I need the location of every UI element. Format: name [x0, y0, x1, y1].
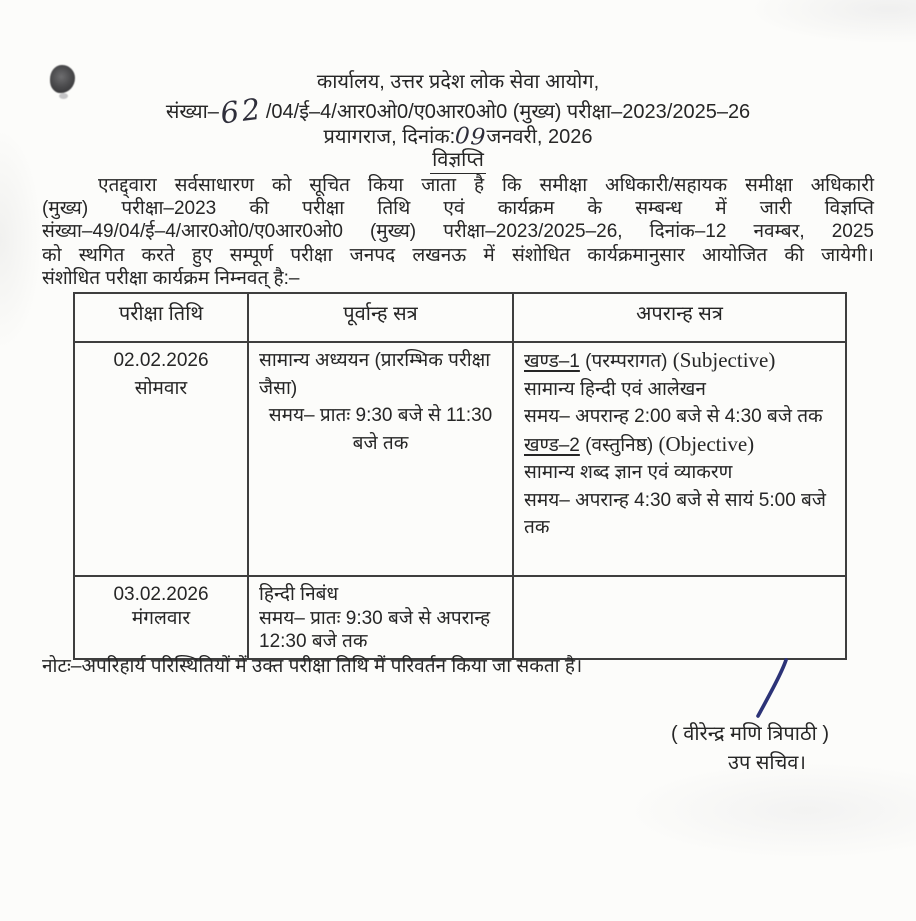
office-name: कार्यालय, उत्तर प्रदेश लोक सेवा आयोग, — [316, 71, 600, 93]
handwritten-date: 09 — [454, 122, 488, 152]
notice-title-line — [0, 148, 916, 174]
col-header-exam-date: परीक्षा तिथि — [74, 293, 248, 342]
note-line: नोटः–अपरिहार्य परिस्थितियों में उक्त परीक्षा तिथि में परिवर्तन किया जा सकता है। — [42, 656, 583, 677]
place-date-line — [0, 122, 916, 152]
paragraph-line: संशोधित परीक्षा कार्यक्रम निम्नवत् है:– — [42, 267, 300, 289]
table-row — [74, 342, 846, 576]
afternoon-session-cell — [513, 342, 846, 576]
exam-date-cell — [74, 576, 248, 659]
ref-prefix: संख्या– — [165, 101, 219, 123]
signatory-name: ( वीरेन्द्र मणि त्रिपाठी ) — [671, 723, 829, 745]
afternoon-session-cell-empty — [513, 576, 846, 659]
section-2-english-label: (Objective) — [658, 431, 755, 456]
section-1-label: खण्ड–1 — [524, 351, 580, 372]
signature-block — [636, 720, 864, 778]
section-1-time: समय– अपरान्ह 2:00 बजे से 4:30 बजे तक — [524, 406, 823, 427]
handwritten-ref-number: 62 — [218, 91, 266, 131]
section-2-time: समय– अपरान्ह 4:30 बजे से सायं 5:00 बजे तक — [524, 489, 826, 538]
paragraph-line: को स्थगित करते हुए सम्पूर्ण परीक्षा जनपद लखनऊ में संशोधित कार्यक्रमानुसार आयोजित की जायेगी। — [42, 244, 874, 266]
morning-session-cell — [248, 342, 513, 576]
section-2-heading — [524, 431, 835, 460]
section-1-subject: सामान्य हिन्दी एवं आलेखन — [524, 378, 706, 400]
office-name-line — [0, 70, 916, 94]
exam-day: मंगलवार — [131, 607, 191, 629]
exam-date: 03.02.2026 — [113, 584, 209, 605]
col-header-afternoon-session: अपरान्ह सत्र — [513, 293, 846, 342]
section-2-label: खण्ड–2 — [524, 434, 580, 456]
morning-subject: हिन्दी निबंध — [259, 584, 339, 605]
exam-date-cell — [74, 342, 248, 576]
paragraph-line: संख्या–49/04/ई–4/आर0ओ0/ए0आर0ओ0 (मुख्य) परीक्षा–2023/2025–26, दिनांक–12 नवम्बर, 2025 — [42, 221, 874, 243]
exam-day: सोमवार — [134, 377, 188, 399]
paragraph-line: (मुख्य) परीक्षा–2023 की परीक्षा तिथि एवं कार्यक्रम के सम्बन्ध में जारी विज्ञप्ति — [42, 198, 874, 220]
date-suffix: जनवरी, 2026 — [486, 126, 593, 148]
exam-date: 02.02.2026 — [113, 350, 209, 371]
section-2-subject: सामान्य शब्द ज्ञान एवं व्याकरण — [524, 462, 733, 483]
morning-time: समय– प्रातः 9:30 बजे से 11:30 बजे तक — [268, 405, 493, 454]
ref-suffix: /04/ई–4/आर0ओ0/ए0आर0ओ0 (मुख्य) परीक्षा–2023/2025–26 — [265, 101, 751, 123]
section-1-heading — [524, 347, 835, 376]
body-paragraph — [42, 174, 874, 290]
morning-time: समय– प्रातः 9:30 बजे से अपरान्ह 12:30 बजे तक — [259, 607, 491, 652]
notice-title: विज्ञप्ति — [430, 148, 486, 174]
place-date-prefix: प्रयागराज, दिनांक: — [323, 126, 456, 148]
col-header-morning-session: पूर्वान्ह सत्र — [248, 293, 513, 342]
exam-schedule-table — [73, 292, 847, 660]
table-row — [74, 576, 846, 659]
reference-number-line — [0, 91, 916, 131]
handwritten-signature-stroke — [748, 656, 793, 720]
table-header-row — [74, 293, 846, 342]
section-2-type: (वस्तुनिष्ठ) — [579, 434, 659, 456]
section-1-english-label: (Subjective) — [672, 348, 776, 372]
morning-session-cell — [248, 576, 513, 659]
signatory-designation: उप सचिव। — [728, 752, 806, 774]
paragraph-line: एतद्द्वारा सर्वसाधारण को सूचित किया जाता है कि समीक्षा अधिकारी/सहायक समीक्षा अधिकारी — [98, 175, 874, 196]
section-1-type: (परम्परागत) — [579, 351, 673, 372]
morning-subject: सामान्य अध्ययन (प्रारम्भिक परीक्षा जैसा) — [259, 350, 491, 399]
